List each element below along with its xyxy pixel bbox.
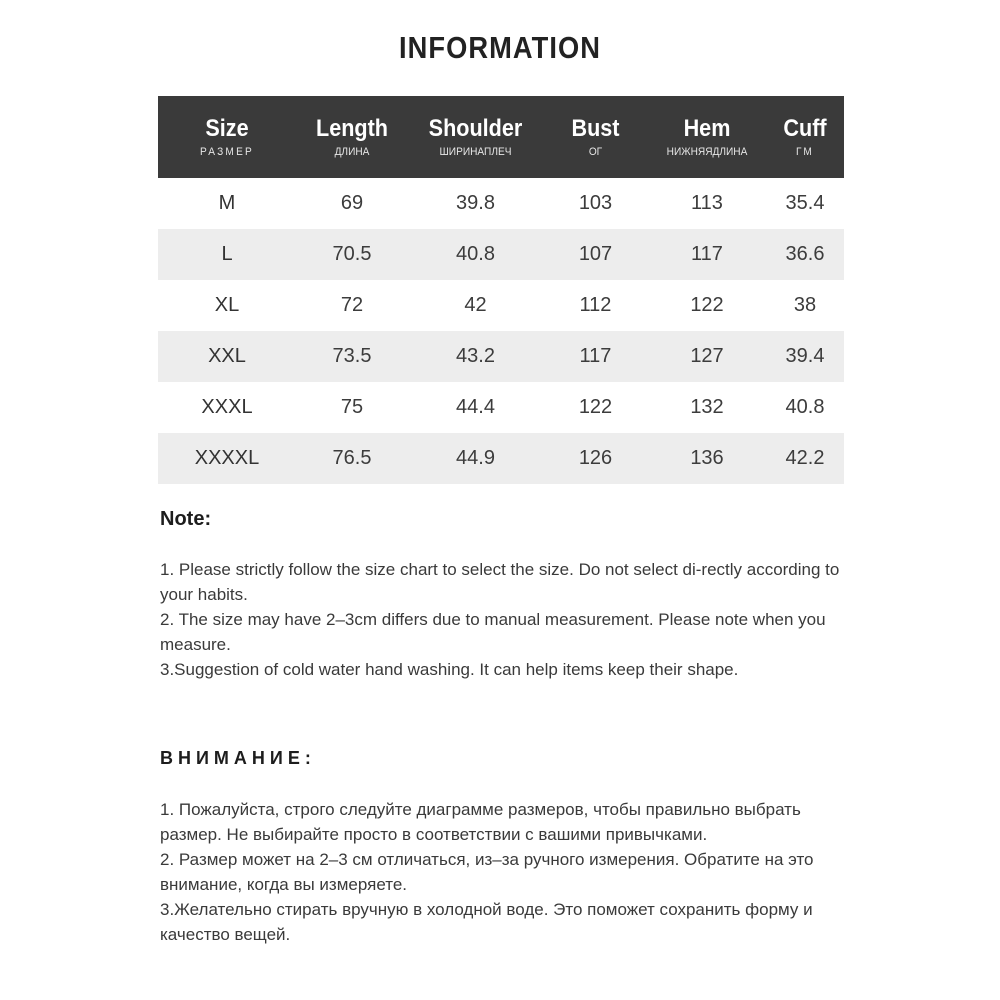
cell-cuff: 42.2 bbox=[785, 447, 825, 469]
notes-english bbox=[160, 508, 840, 682]
cell-cuff: 38 bbox=[793, 294, 817, 316]
table-header bbox=[158, 96, 844, 178]
cell-length: 70.5 bbox=[332, 243, 372, 265]
cell-size: M bbox=[218, 192, 236, 214]
table-header-row bbox=[158, 96, 844, 178]
size-chart-table bbox=[158, 96, 844, 484]
page-title: INFORMATION bbox=[398, 30, 602, 65]
notes-russian-item: 1. Пожалуйста, строго следуйте диаграмме размеров, чтобы правильно выбрать размер. Не выбирайте просто в соответствии с вашими привычками. bbox=[160, 800, 801, 844]
cell-size: XXL bbox=[208, 345, 246, 367]
notes-english-heading: Note: bbox=[160, 508, 212, 530]
column-header-hem-label: Hem bbox=[683, 114, 731, 142]
cell-bust: 103 bbox=[578, 192, 613, 214]
cell-size: XXXXL bbox=[194, 447, 260, 469]
cell-size: XL bbox=[214, 294, 240, 316]
cell-cuff: 39.4 bbox=[785, 345, 825, 367]
notes-english-item: 3.Suggestion of cold water hand washing. It can help items keep their shape. bbox=[160, 660, 739, 679]
cell-size: XXXL bbox=[201, 396, 253, 418]
notes-russian-heading: ВНИМАНИЕ: bbox=[160, 748, 316, 768]
column-header-length-sublabel: ДЛИНА bbox=[334, 146, 370, 159]
column-header-shoulder-sublabel: ШИРИНАПЛЕЧ bbox=[439, 146, 512, 159]
cell-shoulder: 43.2 bbox=[456, 345, 495, 367]
column-header-bust-label: Bust bbox=[571, 114, 620, 142]
cell-hem: 136 bbox=[690, 447, 724, 469]
cell-shoulder: 42 bbox=[464, 294, 487, 316]
cell-hem: 122 bbox=[690, 294, 724, 316]
column-header-cuff-label: Cuff bbox=[783, 114, 827, 142]
notes-russian-item: 2. Размер может на 2–3 см отличаться, из–за ручного измерения. Обратите на это внимание, когда вы измеряете. bbox=[160, 850, 814, 894]
table-row bbox=[158, 382, 844, 433]
notes-english-item: 2. The size may have 2–3cm differs due to manual measurement. Please note when you measure. bbox=[160, 610, 826, 654]
cell-hem: 127 bbox=[690, 345, 724, 367]
column-header-bust-sublabel: ОГ bbox=[588, 146, 603, 159]
cell-length: 73.5 bbox=[332, 345, 372, 367]
column-header-length bbox=[296, 96, 408, 178]
cell-bust: 122 bbox=[578, 396, 613, 418]
column-header-cuff-sublabel: ГМ bbox=[795, 146, 815, 159]
table-row bbox=[158, 229, 844, 280]
column-header-bust bbox=[543, 96, 648, 178]
cell-length: 72 bbox=[340, 294, 364, 316]
cell-cuff: 36.6 bbox=[785, 243, 825, 265]
notes-russian bbox=[160, 748, 850, 947]
cell-size: L bbox=[221, 243, 233, 265]
cell-shoulder: 44.9 bbox=[456, 447, 495, 469]
column-header-size-label: Size bbox=[205, 114, 249, 142]
cell-cuff: 40.8 bbox=[785, 396, 825, 418]
table-row bbox=[158, 178, 844, 229]
notes-english-item: 1. Please strictly follow the size chart to select the size. Do not select di-rectly according to your habits. bbox=[160, 560, 840, 604]
cell-bust: 112 bbox=[579, 294, 612, 316]
cell-bust: 107 bbox=[578, 243, 613, 265]
table-body bbox=[158, 178, 844, 484]
column-header-hem-sublabel: НИЖНЯЯДЛИНА bbox=[666, 146, 748, 159]
cell-length: 76.5 bbox=[332, 447, 372, 469]
column-header-size-sublabel: РАЗМЕР bbox=[199, 146, 254, 159]
cell-cuff: 35.4 bbox=[785, 192, 825, 214]
column-header-shoulder-label: Shoulder bbox=[428, 114, 523, 142]
cell-hem: 117 bbox=[691, 243, 723, 265]
column-header-cuff bbox=[766, 96, 844, 178]
cell-bust: 117 bbox=[579, 345, 612, 367]
column-header-hem bbox=[648, 96, 766, 178]
cell-shoulder: 40.8 bbox=[456, 243, 495, 265]
cell-hem: 113 bbox=[691, 192, 723, 214]
notes-russian-item: 3.Желательно стирать вручную в холодной воде. Это поможет сохранить форму и качество вещей. bbox=[160, 900, 813, 944]
cell-length: 75 bbox=[340, 396, 364, 418]
cell-shoulder: 39.8 bbox=[456, 192, 495, 214]
cell-length: 69 bbox=[340, 192, 364, 214]
cell-bust: 126 bbox=[578, 447, 613, 469]
column-header-shoulder bbox=[408, 96, 543, 178]
table-row bbox=[158, 331, 844, 382]
cell-shoulder: 44.4 bbox=[456, 396, 495, 418]
column-header-size bbox=[158, 96, 296, 178]
table-row bbox=[158, 433, 844, 484]
column-header-length-label: Length bbox=[316, 114, 388, 142]
table-row bbox=[158, 280, 844, 331]
cell-hem: 132 bbox=[690, 396, 724, 418]
